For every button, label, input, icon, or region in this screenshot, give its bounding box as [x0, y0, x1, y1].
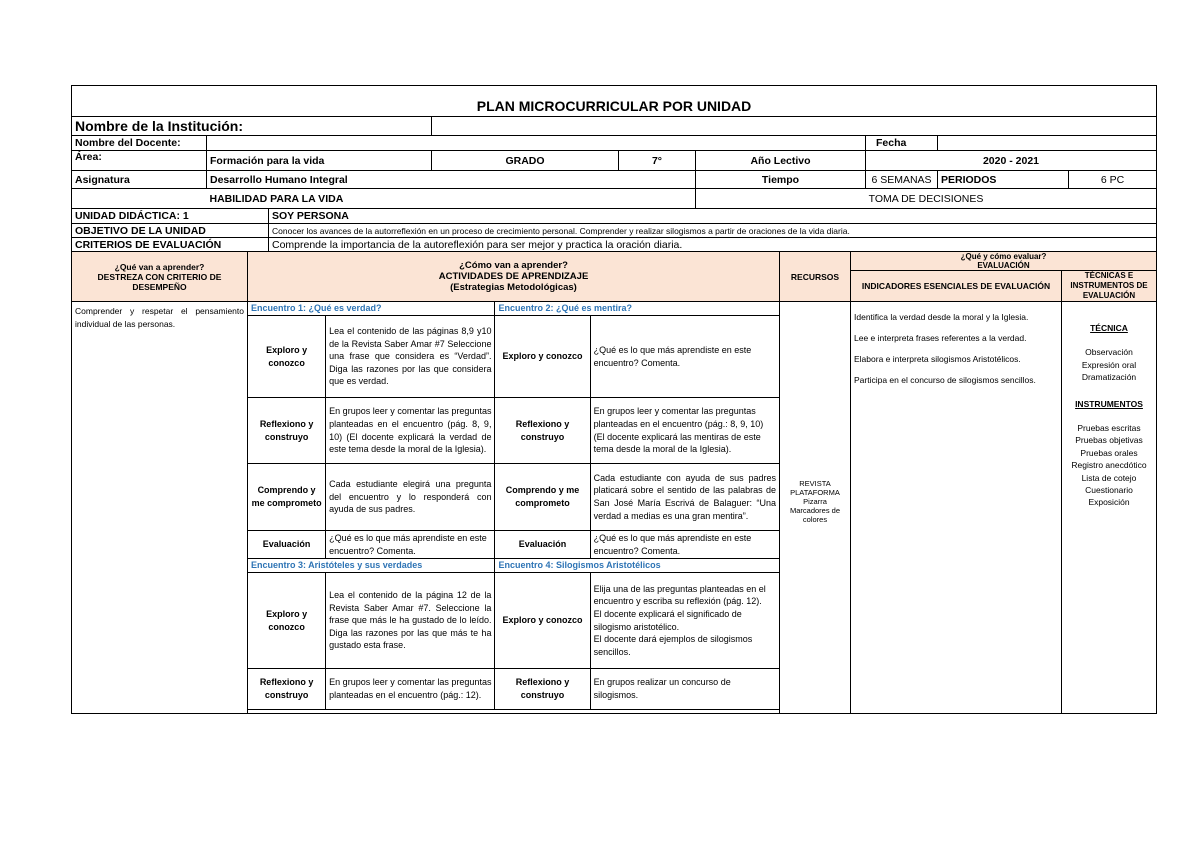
technique-title: TÉCNICA [1090, 323, 1128, 333]
e1-stage-reflect: Reflexiono y construyo [248, 398, 326, 464]
date-label: Fecha [866, 136, 938, 151]
objective-label: OBJETIVO DE LA UNIDAD [72, 224, 269, 238]
header-table [71, 85, 1157, 209]
what-question: ¿Qué van a aprender? [114, 261, 205, 272]
e4-text-explore-a: Elija una de las preguntas planteadas en el encuentro y escriba su reflexión (pág. 12). [593, 583, 766, 607]
e1-text-explore: Lea el contenido de las páginas 8,9 y10 de la Revista Saber Amar #7 Seleccione una frase que considera es “Verdad”. Diga las razones por las que considera que es verdad. [326, 316, 495, 398]
unit-value: SOY PERSONA [269, 209, 1157, 224]
instruments-title: INSTRUMENTOS [1075, 398, 1143, 409]
instrument-item: Cuestionario [1085, 485, 1133, 496]
e1-stage-eval: Evaluación [248, 531, 326, 559]
main-table [71, 251, 1157, 714]
periods-value: 6 PC [1069, 171, 1157, 189]
e1-text-commit: Cada estudiante elegirá una pregunta del encuentro y lo responderá con ayuda de sus padres. [326, 464, 495, 531]
e3-text-reflect: En grupos leer y comentar las preguntas planteadas en el encuentro (pág.: 12). [326, 669, 495, 710]
plan-document [71, 85, 1156, 714]
how-subtitle: (Estrategias Metodológicas) [450, 282, 577, 293]
area-value: Formación para la vida [207, 151, 432, 171]
e4-stage-reflect: Reflexiono y construyo [495, 669, 590, 710]
technique-item: Observación [1085, 347, 1133, 358]
subject-label: Asignatura [72, 171, 207, 189]
e2-text-reflect: En grupos leer y comentar las preguntas planteadas en el encuentro (pág.: 8, 9, 10) (El docente explicará las mentiras de este tema desde la moral de la Iglesia). [590, 398, 779, 464]
time-value: 6 SEMANAS [866, 171, 938, 189]
instrument-item: Lista de cotejo [1081, 472, 1137, 483]
instrument-item: Pruebas escritas [1077, 423, 1141, 434]
e3-text-explore: Lea el contenido de la página 12 de la Revista Saber Amar #7. Seleccione la frase que más le ha gustado de lo leído. Diga las razones por las que más te ha gustado esta frase. [326, 573, 495, 669]
grade-value: 7° [619, 151, 696, 171]
e2-text-eval: ¿Qué es lo que más aprendiste en este encuentro? Comenta. [590, 531, 779, 559]
techniques-cell [1062, 302, 1157, 714]
teacher-label: Nombre del Docente: [72, 136, 207, 151]
technique-item: Dramatización [1081, 372, 1137, 383]
indicator-1: Identifica la verdad desde la moral y la Iglesia. [854, 312, 1029, 322]
how-header [248, 252, 780, 302]
year-value: 2020 - 2021 [866, 151, 1157, 171]
resource-1: REVISTA [799, 479, 831, 488]
unit-label: UNIDAD DIDÁCTICA: 1 [72, 209, 269, 224]
e2-stage-eval: Evaluación [495, 531, 590, 559]
e4-text-explore-b: El docente explicará el significado de silogismo aristotélico. [593, 608, 742, 632]
indicators-cell [851, 302, 1062, 714]
indicator-3: Elabora e interpreta silogismos Aristotélicos. [854, 354, 1021, 364]
page-title: PLAN MICROCURRICULAR POR UNIDAD [72, 86, 1157, 117]
e4-text-reflect: En grupos realizar un concurso de silogismos. [590, 669, 779, 710]
institution-value [432, 117, 1157, 136]
resource-2: PLATAFORMA [790, 488, 840, 497]
area-label: Área: [72, 151, 207, 171]
e4-text-explore-c: El docente dará ejemplos de silogismos sencillos. [593, 634, 753, 657]
teacher-value [207, 136, 866, 151]
eval-header [851, 252, 1157, 271]
encounter-4-title: Encuentro 4: Silogismos Aristotélicos [495, 559, 780, 573]
institution-label: Nombre de la Institución: [72, 117, 432, 136]
objective-value: Conocer los avances de la autorreflexión en un proceso de crecimiento personal. Comprender y realizar silogismos a partir de oraciones de la vida diaria. [269, 224, 1157, 238]
e1-text-reflect: En grupos leer y comentar las preguntas planteadas en el encuentro (pág. 8, 9, 10) (El docente explicará la verdad de este tema desde la moral de la Iglesia). [326, 398, 495, 464]
e2-text-explore: ¿Qué es lo que más aprendiste en este encuentro? Comenta. [590, 316, 779, 398]
e2-stage-explore: Exploro y conozco [495, 316, 590, 398]
encounter-1-title: Encuentro 1: ¿Qué es verdad? [248, 302, 495, 316]
criteria-value: Comprende la importancia de la autoreflexión para ser mejor y practica la oración diaria. [269, 238, 1157, 252]
e3-stage-reflect: Reflexiono y construyo [248, 669, 326, 710]
technique-item: Expresión oral [1081, 359, 1137, 370]
grade-label: GRADO [432, 151, 619, 171]
skill-text: Comprender y respetar el pensamiento individual de las personas. [72, 302, 248, 714]
subject-value: Desarrollo Humano Integral [207, 171, 696, 189]
activities-table [248, 302, 780, 711]
unit-table [71, 208, 1157, 252]
how-title: ACTIVIDADES DE APRENDIZAJE [438, 271, 589, 282]
resources-cell [780, 302, 851, 714]
encounter-3-title: Encuentro 3: Aristóteles y sus verdades [248, 559, 495, 573]
year-label: Año Lectivo [696, 151, 866, 171]
eval-question: ¿Qué y cómo evaluar? [960, 252, 1047, 261]
indicator-2: Lee e interpreta frases referentes a la verdad. [854, 333, 1027, 343]
e4-stage-explore: Exploro y conozco [495, 573, 590, 669]
date-value [938, 136, 1157, 151]
resource-3: Pizarra [803, 497, 827, 506]
instrument-item: Pruebas orales [1080, 447, 1138, 458]
resource-4: Marcadores de colores [789, 506, 841, 524]
periods-label: PERIODOS [938, 171, 1069, 189]
e2-stage-commit: Comprendo y me comprometo [495, 464, 590, 531]
e3-stage-explore: Exploro y conozco [248, 573, 326, 669]
skill-label: HABILIDAD PARA LA VIDA [207, 189, 696, 209]
e1-text-eval: ¿Qué es lo que más aprendiste en este encuentro? Comenta. [326, 531, 495, 559]
resources-header: RECURSOS [780, 252, 851, 302]
e4-text-explore [590, 573, 779, 669]
encounter-2-title: Encuentro 2: ¿Qué es mentira? [495, 302, 780, 316]
skill-value: TOMA DE DECISIONES [696, 189, 1157, 209]
how-question: ¿Cómo van a aprender? [459, 260, 568, 271]
instrument-item: Registro anecdótico [1071, 460, 1147, 471]
time-label: Tiempo [696, 171, 866, 189]
indicator-4: Participa en el concurso de silogismos sencillos. [854, 375, 1036, 385]
e2-text-commit: Cada estudiante con ayuda de sus padres platicará sobre el sentido de las palabras de San José María Escrivá de Balaguer: “Una verdad a medias es una gran mentira”. [590, 464, 779, 531]
e1-stage-explore: Exploro y conozco [248, 316, 326, 398]
what-header [72, 252, 248, 302]
indicators-header: INDICADORES ESENCIALES DE EVALUACIÓN [851, 271, 1062, 302]
e1-stage-commit: Comprendo y me comprometo [248, 464, 326, 531]
techniques-header: TÉCNICAS E INSTRUMENTOS DE EVALUACIÓN [1062, 271, 1157, 302]
activities-cell [248, 302, 780, 714]
instrument-item: Exposición [1088, 497, 1130, 508]
instrument-item: Pruebas objetivas [1075, 435, 1143, 446]
criteria-label: CRITERIOS DE EVALUACIÓN [72, 238, 269, 252]
e2-stage-reflect: Reflexiono y construyo [495, 398, 590, 464]
eval-title: EVALUACIÓN [977, 261, 1030, 270]
what-title: DESTREZA CON CRITERIO DE DESEMPEÑO [97, 271, 222, 292]
